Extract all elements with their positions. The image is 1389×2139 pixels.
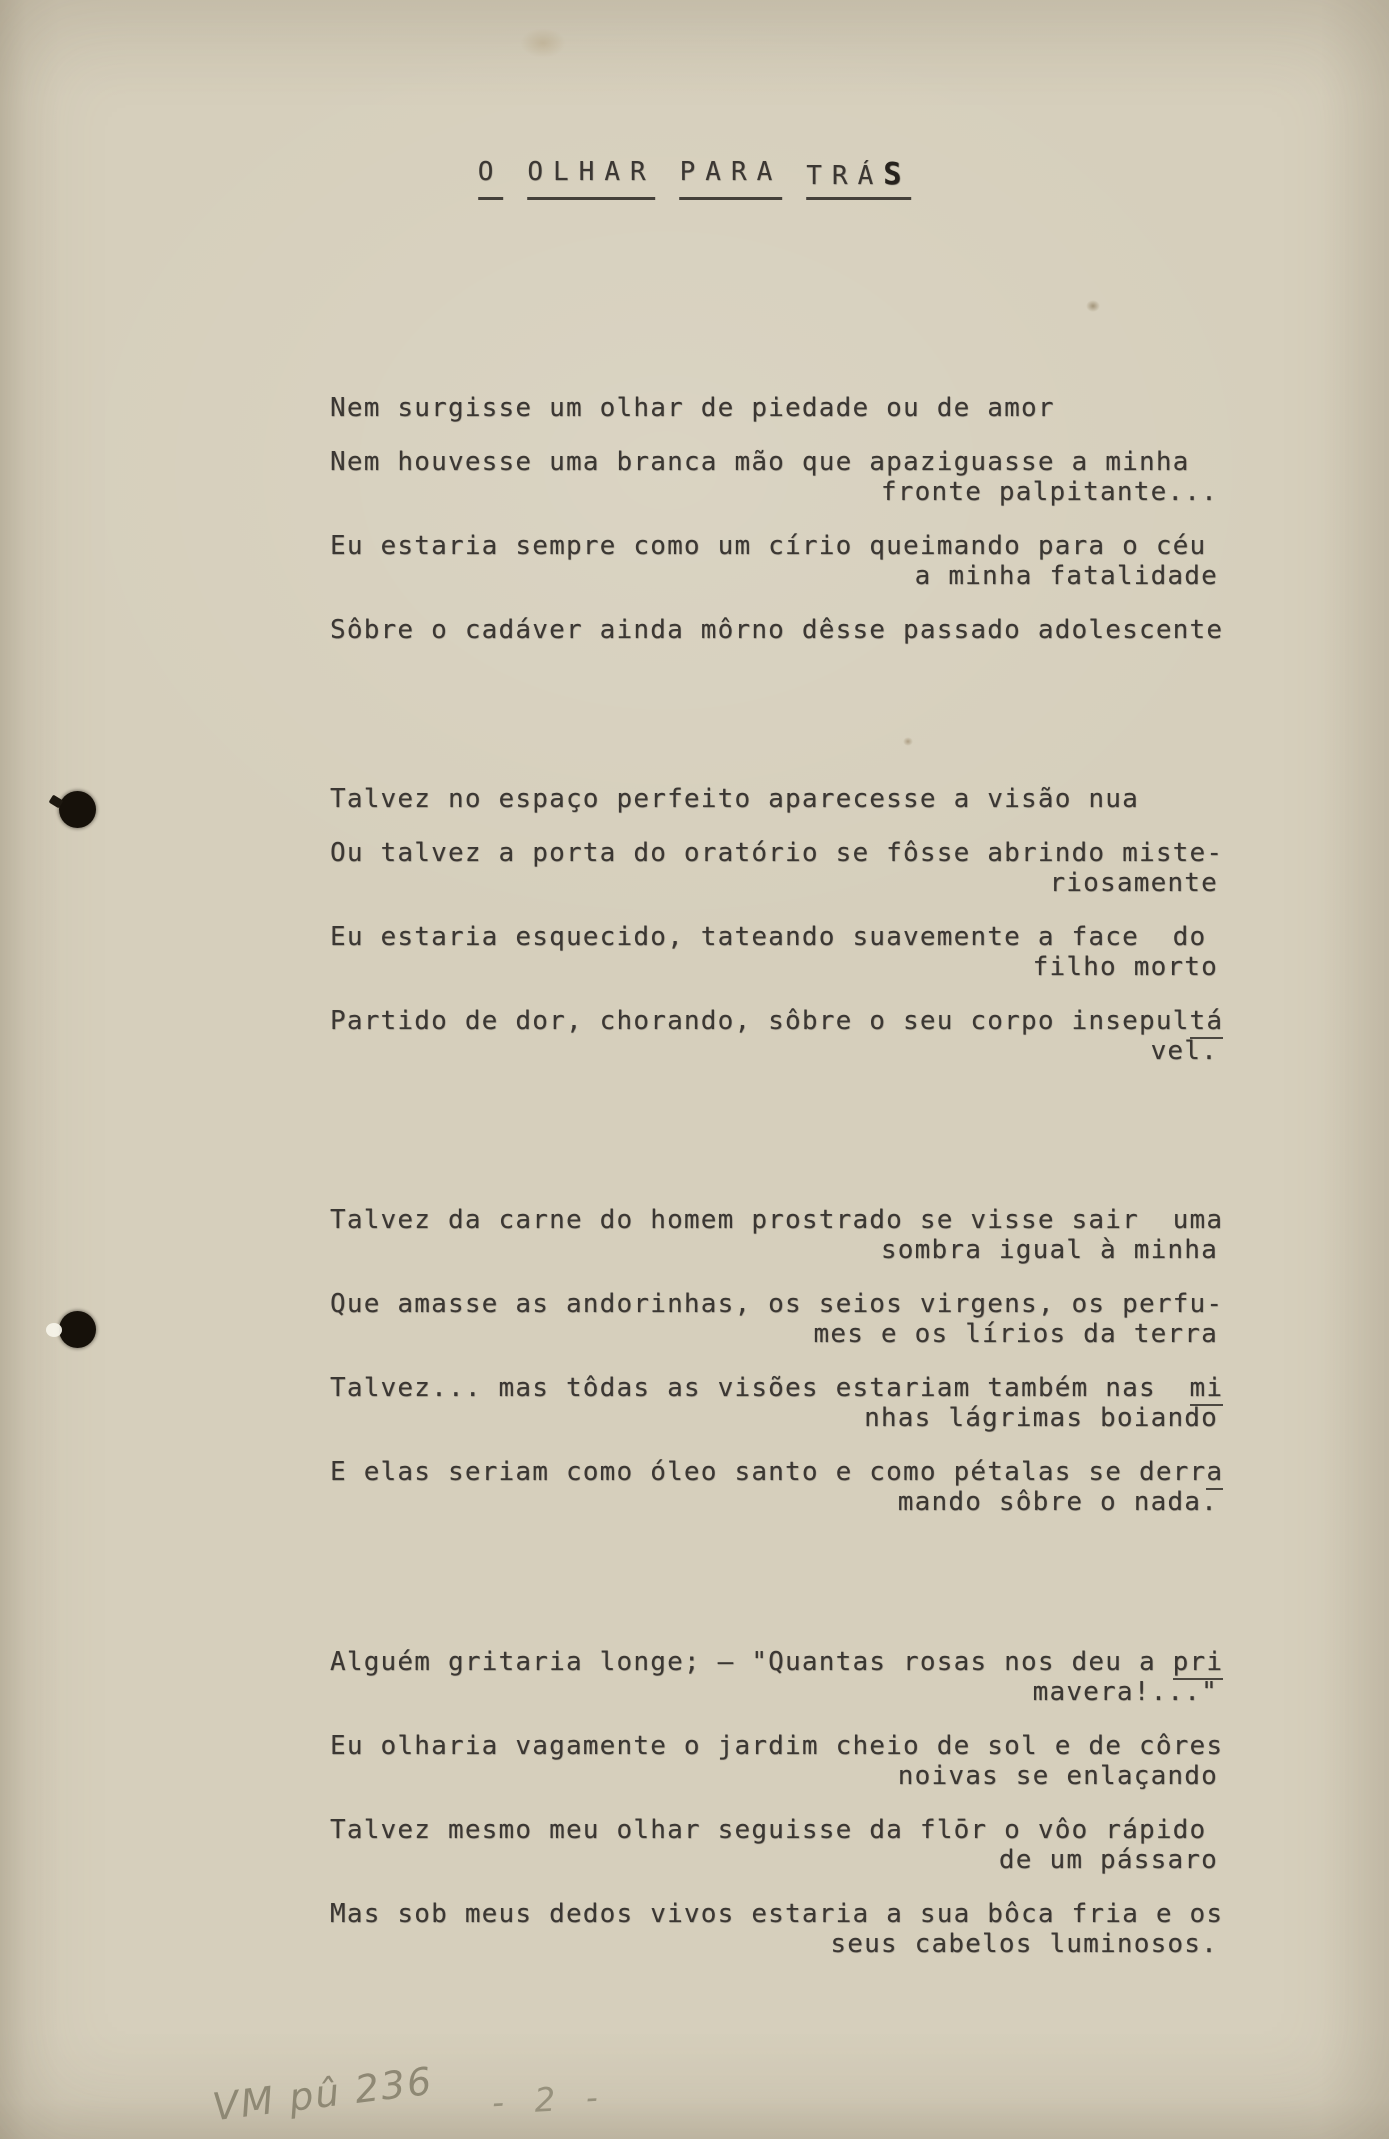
- verse-line-main: Talvez... mas tôdas as visões estariam também nas mi: [330, 1373, 1218, 1403]
- verse-line-main: Eu estaria sempre como um círio queimando para o céu: [330, 531, 1207, 561]
- underlined-segment: mi: [1190, 1373, 1224, 1406]
- verse-line-main: Alguém gritaria longe; — "Quantas rosas nos deu a pri: [330, 1647, 1218, 1677]
- paper-speck: [903, 737, 913, 746]
- verse-line-main: Eu estaria esquecido, tateando suavemente a face do: [330, 922, 1207, 952]
- poem-verse: [330, 1205, 1224, 1265]
- poem-verse: [330, 784, 1218, 814]
- poem-verse: [330, 1815, 1218, 1875]
- verse-line-continuation: a minha fatalidade: [914, 561, 1218, 591]
- poem-stanza: [330, 393, 1224, 669]
- verse-line-main: Que amasse as andorinhas, os seios virgens, os perfu-: [330, 1289, 1224, 1319]
- punch-hole-top: [59, 791, 96, 828]
- title-word: TRÁS: [806, 158, 911, 200]
- poem-verse: [330, 393, 1218, 423]
- poem-stanza: [330, 1205, 1224, 1541]
- underlined-segment: tá: [1190, 1006, 1224, 1039]
- verse-line-continuation: riosamente: [1049, 868, 1218, 898]
- poem-verse: [330, 615, 1224, 645]
- verse-line-main: Talvez da carne do homem prostrado se visse sair uma: [330, 1205, 1224, 1235]
- verse-line-continuation: mavera!...": [1032, 1677, 1218, 1707]
- verse-line-main: Eu olharia vagamente o jardim cheio de sol e de côres: [330, 1731, 1224, 1761]
- verse-line-main: Talvez no espaço perfeito aparecesse a visão nua: [330, 784, 1139, 814]
- title-word: O: [478, 158, 504, 200]
- poem-verse: [330, 1289, 1224, 1349]
- verse-line-main: Nem surgisse um olhar de piedade ou de amor: [330, 393, 1055, 423]
- title-overwritten-letter: S: [883, 157, 912, 192]
- underlined-segment: a: [1206, 1457, 1223, 1490]
- poem-verse: [330, 1457, 1224, 1517]
- verse-line-main: Nem houvesse uma branca mão que apaziguasse a minha: [330, 447, 1190, 477]
- verse-line-continuation: noivas se enlaçando: [897, 1761, 1218, 1791]
- poem-verse: [330, 838, 1224, 898]
- title-word: OLHAR: [527, 158, 655, 200]
- paper-stain: [520, 28, 566, 58]
- verse-line-main: E elas seriam como óleo santo e como pétalas se derra: [330, 1457, 1218, 1487]
- verse-line-main: Partido de dor, chorando, sôbre o seu corpo insepultá: [330, 1006, 1218, 1036]
- poem-verse: [330, 1731, 1224, 1791]
- underlined-segment: pri: [1173, 1647, 1224, 1680]
- poem-verse: [330, 531, 1218, 591]
- verse-line-main: Sôbre o cadáver ainda môrno dêsse passado adolescente: [330, 615, 1224, 645]
- verse-line-main: Ou talvez a porta do oratório se fôsse abrindo miste-: [330, 838, 1224, 868]
- poem-stanza: [330, 1647, 1224, 1983]
- poem-verse: [330, 1899, 1224, 1959]
- verse-line-continuation: vel.: [1150, 1036, 1218, 1066]
- poem-verse: [330, 922, 1218, 982]
- verse-line-continuation: seus cabelos luminosos.: [830, 1929, 1218, 1959]
- poem-verse: [330, 447, 1218, 507]
- punch-hole-bottom: [59, 1311, 96, 1348]
- poem-stanza: [330, 784, 1224, 1090]
- verse-line-continuation: filho morto: [1032, 952, 1218, 982]
- poem-title: [478, 158, 912, 200]
- verse-line-continuation: fronte palpitante...: [880, 477, 1218, 507]
- verse-line-continuation: sombra igual à minha: [880, 1235, 1218, 1265]
- verse-line-continuation: mando sôbre o nada.: [897, 1487, 1218, 1517]
- verse-line-main: Mas sob meus dedos vivos estaria a sua bôca fria e os: [330, 1899, 1224, 1929]
- verse-line-continuation: de um pássaro: [998, 1845, 1218, 1875]
- poem-verse: [330, 1647, 1224, 1707]
- paper-speck: [1086, 300, 1100, 312]
- poem-verse: [330, 1373, 1224, 1433]
- verse-line-continuation: mes e os lírios da terra: [813, 1319, 1218, 1349]
- poem-verse: [330, 1006, 1224, 1066]
- verse-line-main: Talvez mesmo meu olhar seguisse da flōr o vôo rápido: [330, 1815, 1207, 1845]
- title-word: PARA: [680, 158, 783, 200]
- verse-line-continuation: nhas lágrimas boiando: [864, 1403, 1218, 1433]
- pencil-page-number: - 2 -: [491, 2076, 609, 2123]
- pencil-annotation-author-code: VM pû 236: [210, 2058, 436, 2130]
